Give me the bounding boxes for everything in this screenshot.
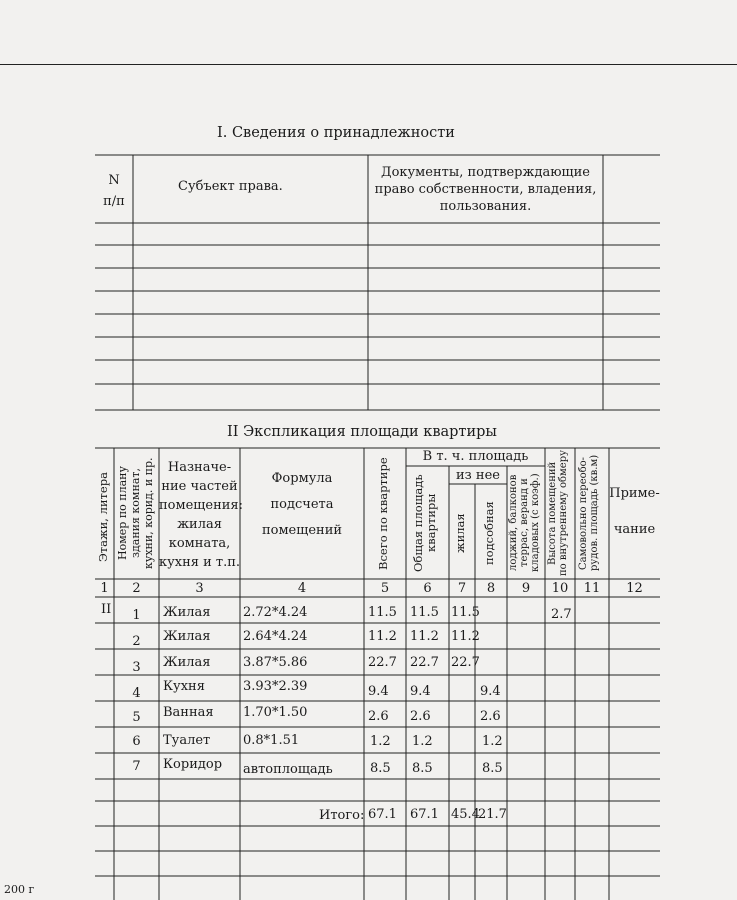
s1-header-documents: Документы, подтверждающие право собственности, владения, пользования. <box>374 165 597 214</box>
section2-title: II Экспликация площади квартиры <box>227 424 497 440</box>
cell-no: 6 <box>132 734 141 749</box>
col-number: 12 <box>626 581 643 596</box>
cell-aux: 1.2 <box>482 734 503 749</box>
col-number: 2 <box>132 581 141 596</box>
s2-header-height: Высота помещений по внутреннему обмеру <box>547 449 569 576</box>
s2-header-floors: Этажи, литера <box>96 472 110 562</box>
total-label: Итого: <box>319 808 365 823</box>
col-number: 8 <box>486 581 496 596</box>
s2-header-unauthorized: Самовольно переобо- рудов. площадь (кв.м) <box>578 454 600 572</box>
cell-formula: 3.87*5.86 <box>243 655 308 670</box>
cell-no: 4 <box>132 686 141 701</box>
col-number: 7 <box>457 581 467 596</box>
cell-total: 22.7 <box>368 655 397 670</box>
total-living: 45.4 <box>451 807 480 822</box>
col-number: 6 <box>423 581 432 596</box>
cell-no: 5 <box>132 710 141 725</box>
cell-formula: 2.72*4.24 <box>243 605 308 620</box>
s1-header-subject: Субъект права. <box>178 179 283 194</box>
s2-header-living: жилая <box>453 513 467 553</box>
cell-general: 22.7 <box>410 655 439 670</box>
year-label: 200 г <box>4 883 35 896</box>
cell-purpose: Коридор <box>163 757 223 772</box>
col-number: 9 <box>521 581 531 596</box>
total-general: 67.1 <box>410 807 439 822</box>
cell-purpose: Жилая <box>163 629 211 644</box>
cell-purpose: Ванная <box>163 705 214 720</box>
cell-general: 1.2 <box>412 734 433 749</box>
cell-general: 8.5 <box>412 761 433 776</box>
s2-header-incl-area: В т. ч. площадь <box>422 449 529 464</box>
cell-total: 1.2 <box>370 734 391 749</box>
section1-title: I. Сведения о принадлежности <box>217 125 455 141</box>
cell-total: 8.5 <box>370 761 391 776</box>
cell-aux: 9.4 <box>480 684 501 699</box>
s2-header-auxiliary: подсобная <box>482 501 496 565</box>
col-number: 1 <box>100 581 109 596</box>
cell-no: 2 <box>132 634 141 649</box>
cell-general: 11.2 <box>410 629 439 644</box>
cell-aux: 8.5 <box>482 761 503 776</box>
col-number: 5 <box>380 581 390 596</box>
cell-purpose: Кухня <box>163 679 205 694</box>
col-number: 3 <box>195 581 204 596</box>
s2-header-room-no: Номер по плану здания комнат, кухни, корид. и пр. <box>116 457 155 569</box>
cell-formula: 2.64*4.24 <box>243 629 308 644</box>
cell-floor: II <box>101 602 112 617</box>
cell-formula: 0.8*1.51 <box>243 733 300 748</box>
cell-aux: 2.6 <box>480 709 501 724</box>
cell-total: 9.4 <box>368 684 389 699</box>
cell-purpose: Жилая <box>163 605 211 620</box>
cell-total: 11.5 <box>368 605 397 620</box>
s2-header-notes: Приме- чание <box>609 486 660 537</box>
cell-living: 11.5 <box>451 605 480 620</box>
s2-header-total-apartment: Всего по квартире <box>376 457 390 571</box>
s2-header-total-area: Общая площадь квартиры <box>411 474 438 572</box>
cell-no: 1 <box>132 608 141 623</box>
cell-formula: автоплощадь <box>243 762 333 777</box>
s1-header-number: N п/п <box>103 173 125 209</box>
cell-living: 11.2 <box>451 629 480 644</box>
col-number: 10 <box>551 581 569 596</box>
cell-total: 2.6 <box>368 709 389 724</box>
cell-general: 9.4 <box>410 684 431 699</box>
s2-header-of-which: из нее <box>456 468 500 483</box>
s2-header-formula: Формула подсчета помещений <box>261 471 343 538</box>
cell-total: 11.2 <box>368 629 397 644</box>
cell-general: 11.5 <box>410 605 439 620</box>
cell-no: 7 <box>132 759 141 774</box>
cell-purpose: Жилая <box>163 655 211 670</box>
cell-no: 3 <box>132 660 141 675</box>
col-number: 11 <box>583 581 601 596</box>
cell-purpose: Туалет <box>163 733 211 748</box>
total-aux: 21.7 <box>478 807 507 822</box>
s2-header-loggias: лоджий, балконов террас, веранд и кладовых (с коэф.) <box>508 473 541 573</box>
cell-living: 22.7 <box>451 655 480 670</box>
col-number: 4 <box>297 581 307 596</box>
total-sum: 67.1 <box>368 807 397 822</box>
s2-header-purpose: Назначе- ние частей помещения: жилая комната, кухня и т.п. <box>159 460 243 570</box>
cell-height: 2.7 <box>551 607 572 622</box>
cell-general: 2.6 <box>410 709 431 724</box>
cell-formula: 1.70*1.50 <box>243 705 308 720</box>
cell-formula: 3.93*2.39 <box>243 679 308 694</box>
